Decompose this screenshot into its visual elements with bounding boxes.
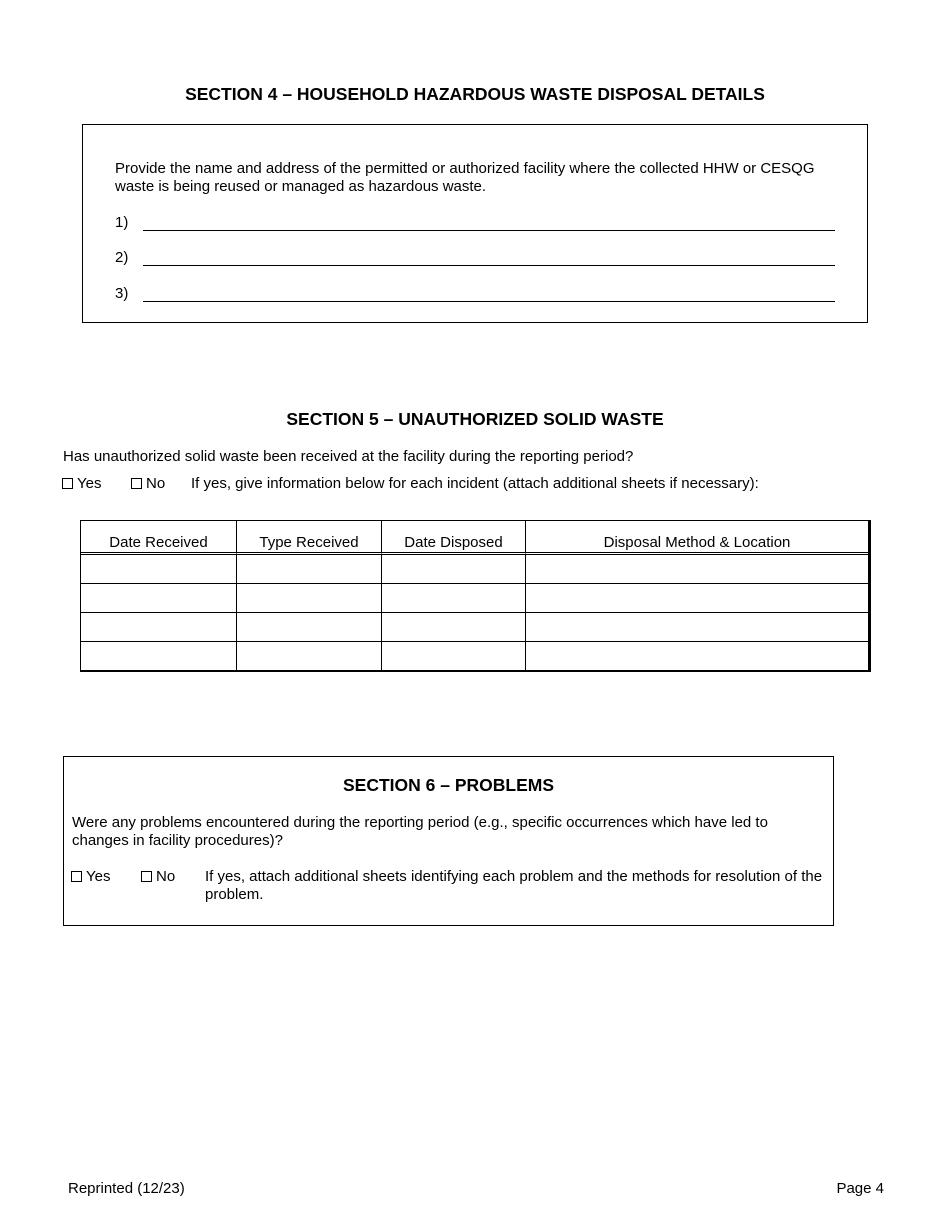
section6-no-option[interactable] bbox=[141, 868, 175, 885]
table-cell[interactable] bbox=[526, 612, 868, 641]
header-type-received: Type Received bbox=[237, 521, 382, 555]
write-in-line[interactable] bbox=[143, 301, 835, 302]
incidents-table bbox=[80, 520, 871, 672]
table-cell[interactable] bbox=[81, 583, 237, 612]
no-checkbox[interactable] bbox=[131, 478, 142, 489]
no-label: No bbox=[146, 475, 166, 492]
table-cell[interactable] bbox=[237, 583, 382, 612]
write-in-line[interactable] bbox=[143, 265, 835, 266]
header-date-disposed: Date Disposed bbox=[382, 521, 526, 555]
table-row bbox=[81, 583, 868, 612]
reprint-date: Reprinted (12/23) bbox=[68, 1180, 185, 1197]
table-cell[interactable] bbox=[81, 641, 237, 670]
section5-yes-option[interactable] bbox=[62, 475, 101, 492]
page-number: Page 4 bbox=[836, 1180, 884, 1197]
header-date-received: Date Received bbox=[81, 521, 237, 555]
section6-title: SECTION 6 – PROBLEMS bbox=[342, 775, 554, 795]
write-in-line[interactable] bbox=[143, 230, 835, 231]
table-cell[interactable] bbox=[526, 555, 868, 583]
table-cell[interactable] bbox=[81, 555, 237, 583]
yes-label: Yes bbox=[86, 868, 111, 885]
section6-yes-option[interactable] bbox=[71, 868, 110, 885]
table-cell[interactable] bbox=[237, 612, 382, 641]
table-row bbox=[81, 641, 868, 670]
yes-label: Yes bbox=[77, 475, 102, 492]
header-disposal-method: Disposal Method & Location bbox=[526, 521, 868, 555]
section4-instruction: Provide the name and address of the permitted or authorized facility where the collected HHW or CESQG waste is being reused or managed as hazardous waste. bbox=[115, 160, 815, 195]
section6-question: Were any problems encountered during the reporting period (e.g., specific occurrences which have led to changes in facility procedures)? bbox=[72, 814, 768, 849]
line-number: 3) bbox=[115, 285, 129, 302]
facility-line-3[interactable] bbox=[115, 285, 835, 307]
section5-question: Has unauthorized solid waste been received at the facility during the reporting period? bbox=[63, 448, 634, 465]
table-header-row bbox=[81, 521, 868, 555]
no-label: No bbox=[156, 868, 176, 885]
table-row bbox=[81, 555, 868, 583]
line-number: 1) bbox=[115, 214, 129, 231]
section5-title: SECTION 5 – UNAUTHORIZED SOLID WASTE bbox=[286, 409, 664, 429]
table-cell[interactable] bbox=[382, 641, 526, 670]
no-checkbox[interactable] bbox=[141, 871, 152, 882]
table-cell[interactable] bbox=[526, 583, 868, 612]
table-cell[interactable] bbox=[382, 583, 526, 612]
section6-followup: If yes, attach additional sheets identifying each problem and the methods for resolution of the problem. bbox=[205, 868, 823, 903]
yes-checkbox[interactable] bbox=[62, 478, 73, 489]
table-cell[interactable] bbox=[382, 555, 526, 583]
facility-line-2[interactable] bbox=[115, 249, 835, 271]
section5-no-option[interactable] bbox=[131, 475, 165, 492]
table-cell[interactable] bbox=[382, 612, 526, 641]
section4-title: SECTION 4 – HOUSEHOLD HAZARDOUS WASTE DISPOSAL DETAILS bbox=[185, 84, 765, 104]
section5-followup: If yes, give information below for each incident (attach additional sheets if necessary): bbox=[191, 475, 759, 492]
table-cell[interactable] bbox=[237, 641, 382, 670]
yes-checkbox[interactable] bbox=[71, 871, 82, 882]
facility-line-1[interactable] bbox=[115, 214, 835, 236]
line-number: 2) bbox=[115, 249, 129, 266]
table-row bbox=[81, 612, 868, 641]
table-cell[interactable] bbox=[526, 641, 868, 670]
table-cell[interactable] bbox=[237, 555, 382, 583]
table-cell[interactable] bbox=[81, 612, 237, 641]
